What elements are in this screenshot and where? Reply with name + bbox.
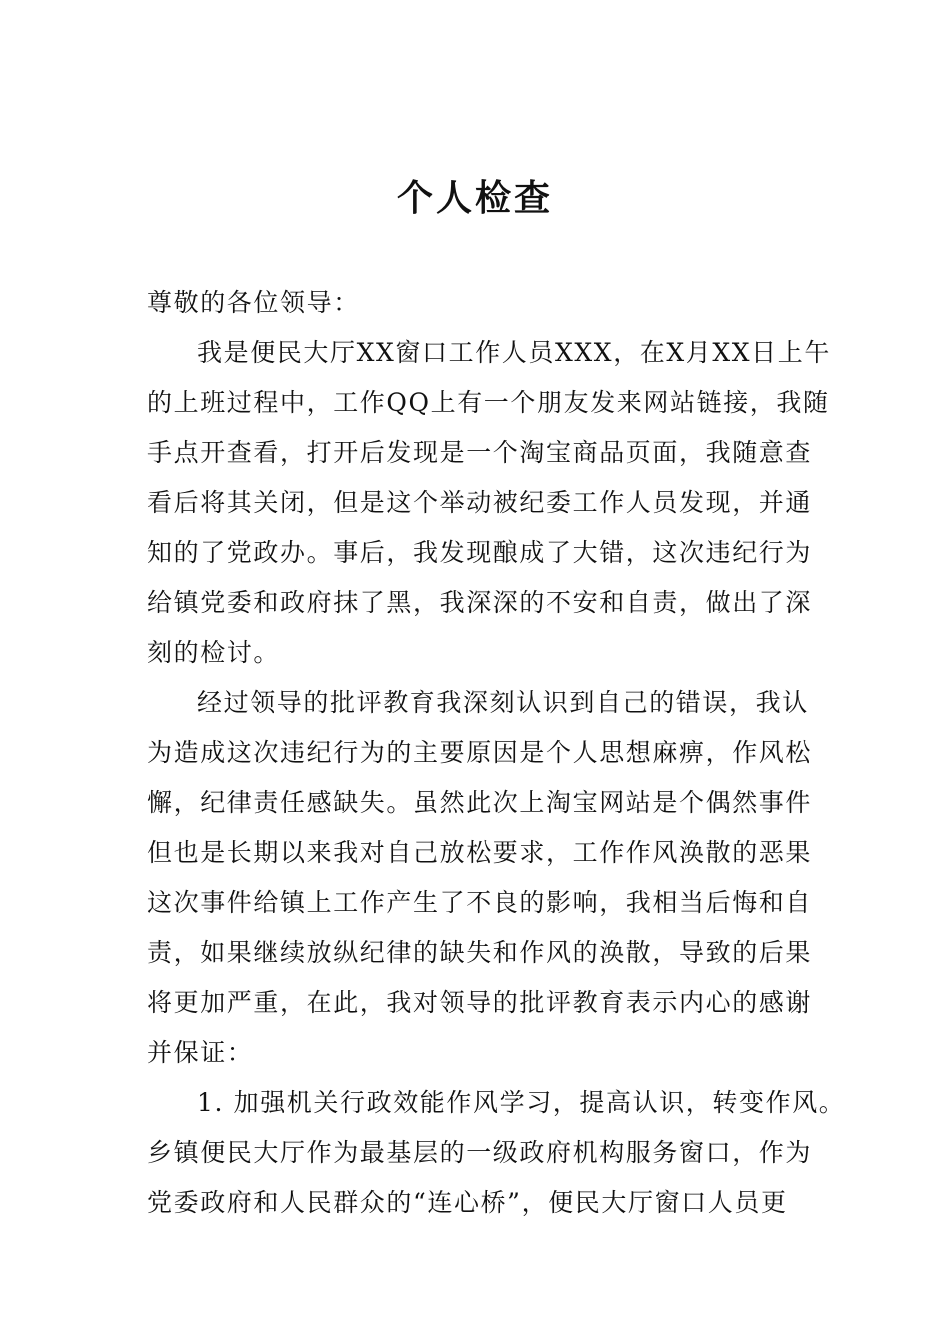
paragraph-1-line: 手点开查看，打开后发现是一个淘宝商品页面，我随意查 — [147, 438, 813, 467]
paragraph-2-line: 懈，纪律责任感缺失。虽然此次上淘宝网站是个偶然事件 — [147, 788, 813, 817]
paragraph-2-line: 将更加严重，在此，我对领导的批评教育表示内心的感谢 — [147, 988, 813, 1017]
document-body — [147, 278, 846, 1228]
paragraph-2-line: 这次事件给镇上工作产生了不良的影响，我相当后悔和自 — [147, 888, 813, 917]
document-title: 个人检查 — [396, 177, 553, 219]
paragraph-1-line: 知的了党政办。事后，我发现酿成了大错，这次违纪行为 — [147, 538, 813, 567]
paragraph-2-line: 并保证： — [147, 1038, 254, 1067]
paragraph-1-line: 的上班过程中，工作QQ上有一个朋友发来网站链接，我随 — [147, 388, 830, 417]
list-item-1-line: 乡镇便民大厅作为最基层的一级政府机构服务窗口，作为 — [147, 1138, 813, 1167]
paragraph-2-line: 但也是长期以来我对自己放松要求，工作作风涣散的恶果 — [147, 838, 813, 867]
paragraph-1-line: 我是便民大厅XX窗口工作人员XXX，在X月XX日上午 — [197, 338, 831, 367]
paragraph-2-line: 责，如果继续放纵纪律的缺失和作风的涣散，导致的后果 — [147, 938, 813, 967]
paragraph-1-line: 给镇党委和政府抹了黑，我深深的不安和自责，做出了深 — [147, 588, 813, 617]
paragraph-2-line: 经过领导的批评教育我深刻认识到自己的错误，我认 — [197, 688, 809, 717]
list-item-1-line: 1. 加强机关行政效能作风学习，提高认识，转变作风。 — [197, 1088, 846, 1117]
paragraph-1-line: 看后将其关闭，但是这个举动被纪委工作人员发现，并通 — [147, 488, 813, 517]
paragraph-1-line: 刻的检讨。 — [147, 638, 281, 667]
paragraph-2-line: 为造成这次违纪行为的主要原因是个人思想麻痹，作风松 — [147, 738, 813, 767]
list-item-1-line: 党委政府和人民群众的“连心桥”，便民大厅窗口人员更 — [147, 1188, 788, 1217]
salutation-line: 尊敬的各位领导： — [147, 288, 360, 317]
